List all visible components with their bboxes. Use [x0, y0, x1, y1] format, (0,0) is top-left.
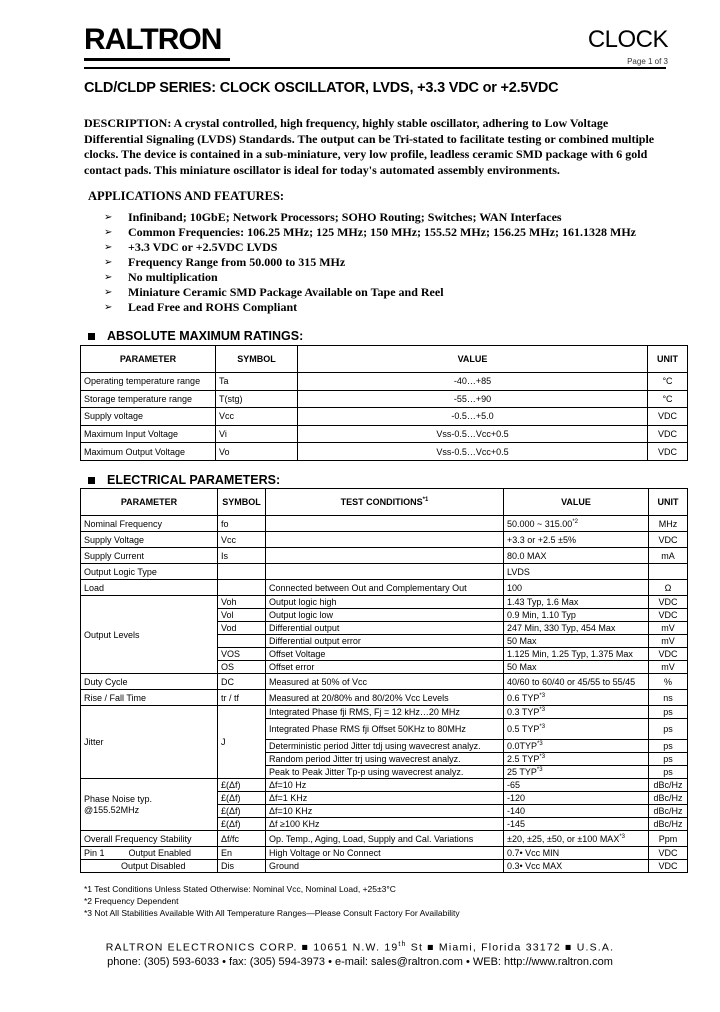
table-row: OS Offset error 50 Max mV: [81, 661, 688, 674]
table-row: £(Δf) Δf=1 KHz -120 dBc/Hz: [81, 792, 688, 805]
table-row: Pin 1 Output Enabled En High Voltage or No Connect 0.7• Vcc MIN VDC: [81, 847, 688, 860]
footnote: *2 Frequency Dependent: [84, 896, 179, 906]
table-row: Vol Output logic low 0.9 Min, 1.10 Typ VDC: [81, 609, 688, 622]
electrical-heading: ELECTRICAL PARAMETERS:: [88, 473, 280, 487]
footer-company-address: RALTRON ELECTRONICS CORP. ■ 10651 N.W. 19th St ■ Miami, Florida 33172 ■ U.S.A.: [105, 941, 615, 954]
footnote: *3 Not All Stabilities Available With All Temperature Ranges—Please Consult Factory For Availability: [84, 908, 460, 918]
arrow-bullet-icon: ➢: [104, 257, 113, 268]
table-row: Differential output error 50 Max mV: [81, 635, 688, 648]
footnote: *1 Test Conditions Unless Stated Otherwise: Nominal Vcc, Nominal Load, +25±3°C: [84, 884, 396, 894]
table-row: Supply Voltage Vcc +3.3 or +2.5 ±5% VDC: [81, 532, 688, 548]
series-title: CLD/CLDP SERIES: CLOCK OSCILLATOR, LVDS, +3.3 VDC or +2.5VDC: [84, 80, 559, 96]
table-row: Maximum Output Voltage Vo Vss-0.5…Vcc+0.5 VDC: [81, 443, 688, 461]
absolute-max-table: [80, 345, 688, 461]
table-row: Peak to Peak Jitter Tp-p using wavecrest analyz. 25 TYP$^{*3}$ ps: [81, 766, 688, 779]
table-row: VOS Offset Voltage 1.125 Min, 1.25 Typ, 1.375 Max VDC: [81, 648, 688, 661]
description-paragraph: DESCRIPTION: A crystal controlled, high frequency, highly stable oscillator, adhering to Low Voltage Differential Signaling (LVDS) Standards. The output can be Tri-stated to facilitate testing or combined multiple clocks. The device is contained in a sub-miniature, very low profile, leadless ceramic SMD package with 6 gold contact pads. This miniature oscillator is ideal for today's automated assembly environments.: [84, 116, 655, 177]
feature-item: ➢ Frequency Range from 50.000 to 315 MHz: [104, 255, 346, 269]
square-bullet-icon: [88, 477, 95, 484]
table-header-row: PARAMETER SYMBOL TEST CONDITIONS$^{*1}$ VALUE UNIT: [81, 489, 688, 516]
table-row: Phase Noise typ. @155.52MHz £(Δf) Δf=10 Hz -65 dBc/Hz: [81, 779, 688, 792]
table-row: Integrated Phase RMS fji Offset 50KHz to 80MHz 0.5 TYP$^{*3}$ ps: [81, 719, 688, 740]
table-row: Nominal Frequency fo 50.000 ~ 315.00$^{*2}$ MHz: [81, 516, 688, 532]
table-row: £(Δf) Δf=10 KHz -140 dBc/Hz: [81, 805, 688, 818]
feature-item: ➢ Infiniband; 10GbE; Network Processors; SOHO Routing; Switches; WAN Interfaces: [104, 210, 562, 224]
arrow-bullet-icon: ➢: [104, 287, 113, 298]
table-row: Vod Differential output 247 Min, 330 Typ, 454 Max mV: [81, 622, 688, 635]
table-row: Supply voltage Vcc -0.5…+5.0 VDC: [81, 408, 688, 426]
arrow-bullet-icon: ➢: [104, 242, 113, 253]
table-row: Supply Current Is 80.0 MAX mA: [81, 548, 688, 564]
logo-underline: [84, 58, 230, 61]
feature-item: ➢ +3.3 VDC or +2.5VDC LVDS: [104, 240, 278, 254]
table-row: Duty Cycle DC Measured at 50% of Vcc 40/60 to 60/40 or 45/55 to 55/45 %: [81, 674, 688, 690]
features-list: [104, 210, 636, 315]
logo-text: RALTRON: [84, 23, 222, 56]
category-title: CLOCK: [587, 26, 668, 53]
table-row: Jitter J Integrated Phase fji RMS, Fj = 12 kHz…20 MHz 0.3 TYP$^{*3}$ ps: [81, 706, 688, 719]
footnotes: [84, 883, 460, 919]
absolute-max-heading: ABSOLUTE MAXIMUM RATINGS:: [88, 329, 303, 343]
square-bullet-icon: [88, 333, 95, 340]
table-row: Output Disabled Dis Ground 0.3• Vcc MAX VDC: [81, 860, 688, 873]
feature-item: ➢ No multiplication: [104, 270, 218, 284]
table-row: Rise / Fall Time tr / tf Measured at 20/80% and 80/20% Vcc Levels 0.6 TYP$^{*3}$ ns: [81, 690, 688, 706]
arrow-bullet-icon: ➢: [104, 212, 113, 223]
arrow-bullet-icon: ➢: [104, 227, 113, 238]
table-header-row: PARAMETER SYMBOL VALUE UNIT: [81, 346, 688, 373]
feature-item: ➢ Lead Free and ROHS Compliant: [104, 300, 298, 314]
table-row: £(Δf) Δf ≥100 KHz -145 dBc/Hz: [81, 818, 688, 831]
feature-item: ➢ Miniature Ceramic SMD Package Available on Tape and Reel: [104, 285, 444, 299]
table-row: Random period Jitter trj using wavecrest analyz. 2.5 TYP$^{*3}$ ps: [81, 753, 688, 766]
table-row: Storage temperature range T(stg) -55…+90 °C: [81, 390, 688, 408]
table-row: Maximum Input Voltage Vi Vss-0.5…Vcc+0.5 VDC: [81, 425, 688, 443]
electrical-table: [80, 488, 688, 873]
table-row: Load Connected between Out and Complementary Out 100 Ω: [81, 580, 688, 596]
page-number: Page 1 of 3: [627, 57, 668, 66]
footer-contact-info: phone: (305) 593-6033 • fax: (305) 594-3973 • e-mail: sales@raltron.com • WEB: http://www.raltron.com: [107, 956, 613, 968]
table-row: Output Levels Voh Output logic high 1.43 Typ, 1.6 Max VDC: [81, 596, 688, 609]
header-divider: [84, 67, 666, 69]
table-row: Deterministic period Jitter tdj using wavecrest analyz. 0.0TYP$^{*3}$ ps: [81, 740, 688, 753]
raltron-logo: [84, 24, 230, 56]
table-row: Operating temperature range Ta -40…+85 °C: [81, 373, 688, 391]
arrow-bullet-icon: ➢: [104, 302, 113, 313]
table-row: Overall Frequency Stability Δf/fc Op. Temp., Aging, Load, Supply and Cal. Variations ±20, ±25, ±50, or ±100 MAX$^{*3}$ Ppm: [81, 831, 688, 847]
feature-item: ➢ Common Frequencies: 106.25 MHz; 125 MHz; 150 MHz; 155.52 MHz; 156.25 MHz; 161.1328 MHz: [104, 225, 636, 239]
applications-heading: APPLICATIONS AND FEATURES:: [88, 189, 285, 203]
table-row: Output Logic Type LVDS: [81, 564, 688, 580]
arrow-bullet-icon: ➢: [104, 272, 113, 283]
